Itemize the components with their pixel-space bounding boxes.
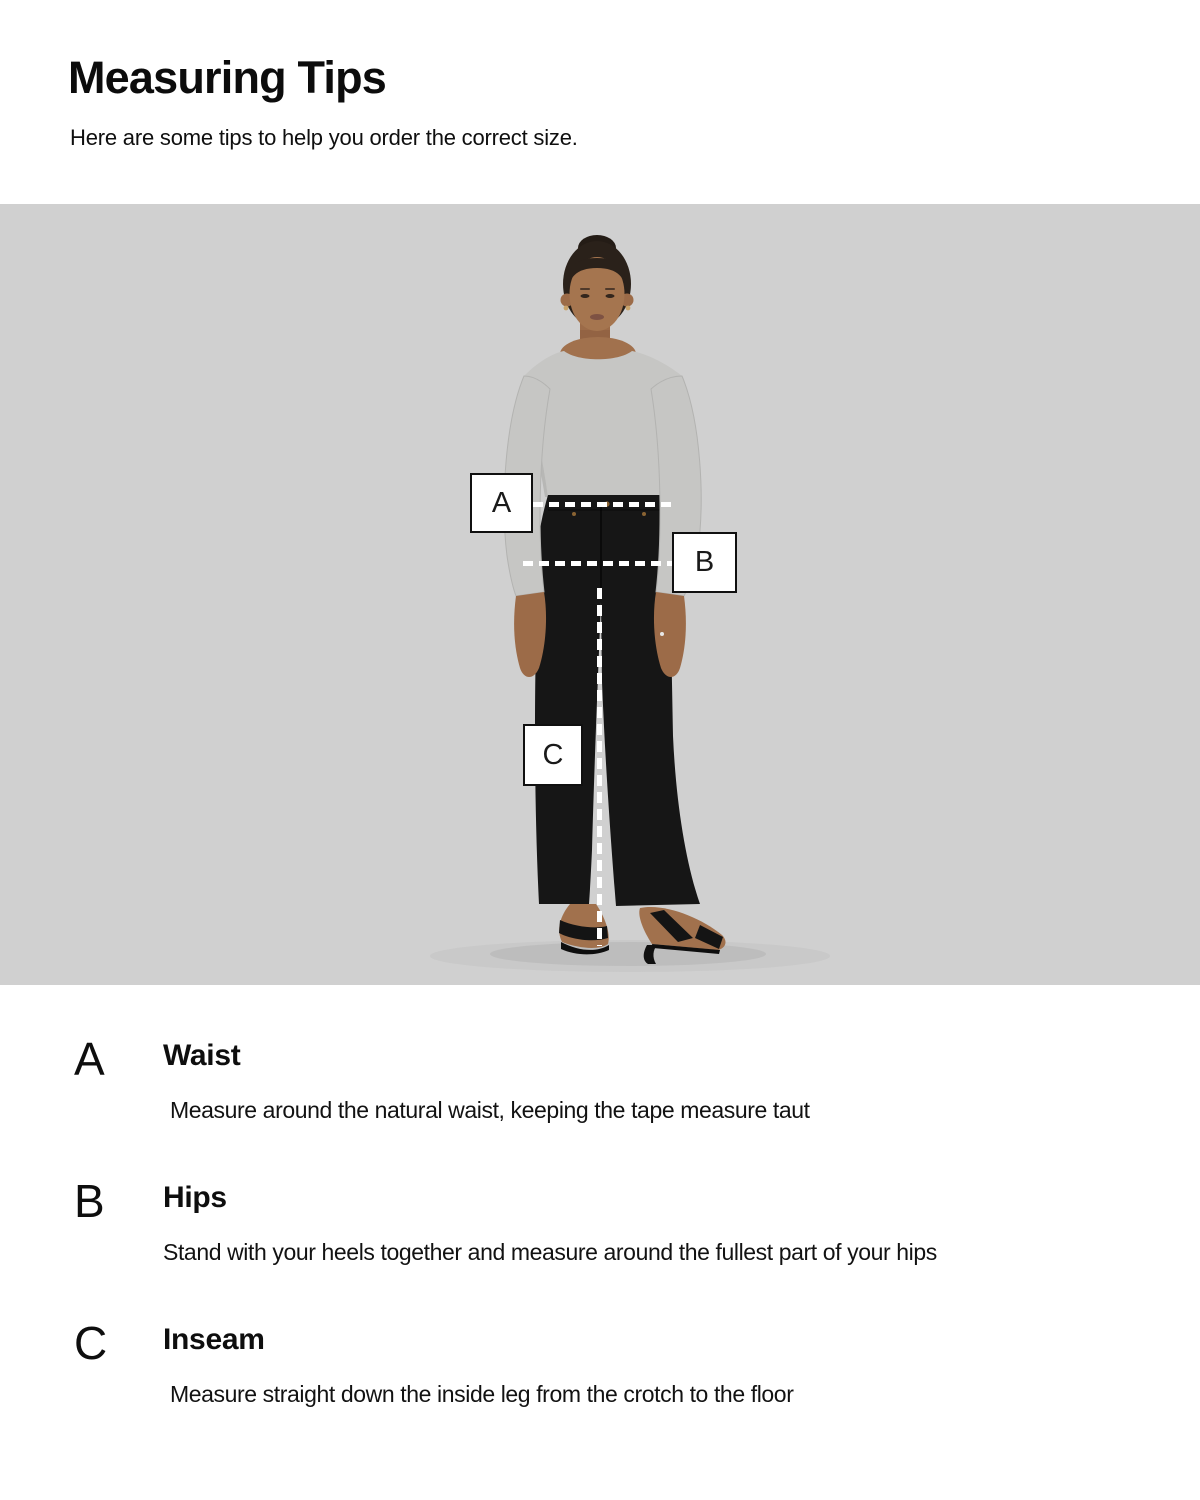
marker-letter-b: B xyxy=(694,546,715,578)
tip-hips xyxy=(68,1175,1158,1266)
page-title: Measuring Tips xyxy=(68,52,387,103)
tip-letter-a: A xyxy=(74,1033,105,1085)
tip-description-hips: Stand with your heels together and measure around the fullest part of your hips xyxy=(163,1239,937,1265)
tip-letter-b: B xyxy=(74,1175,105,1227)
eye xyxy=(606,294,615,298)
lips xyxy=(590,314,604,320)
tip-heading-inseam: Inseam xyxy=(163,1323,265,1356)
page-subtitle: Here are some tips to help you order the correct size. xyxy=(70,125,578,150)
waist-measure-line xyxy=(533,502,673,507)
model-head xyxy=(560,235,636,371)
tip-heading-waist: Waist xyxy=(163,1039,241,1072)
measuring-guide-image xyxy=(0,204,1200,985)
tip-description-waist: Measure around the natural waist, keeping the tape measure taut xyxy=(170,1097,810,1123)
inseam-measure-line xyxy=(597,588,602,946)
tip-waist xyxy=(68,1033,1158,1124)
marker-box-c xyxy=(523,724,583,786)
jeans-rivet xyxy=(642,512,646,516)
marker-letter-c: C xyxy=(542,738,564,771)
tip-description-inseam: Measure straight down the inside leg from the crotch to the floor xyxy=(170,1381,794,1407)
header xyxy=(68,54,578,152)
eye xyxy=(581,294,590,298)
eyebrow xyxy=(580,288,590,290)
marker-letter-a: A xyxy=(491,486,512,519)
marker-box-a xyxy=(470,473,533,533)
marker-box-b xyxy=(672,532,737,593)
earring xyxy=(564,306,569,311)
eyebrow xyxy=(605,288,615,290)
tip-body xyxy=(163,1178,1158,1266)
earring xyxy=(626,306,631,311)
ring xyxy=(660,632,664,636)
jeans-rivet xyxy=(572,512,576,516)
floor-shadow xyxy=(430,940,830,972)
tip-inseam xyxy=(68,1317,1158,1408)
tip-heading-hips: Hips xyxy=(163,1181,227,1214)
tip-body xyxy=(163,1320,1158,1408)
tip-body xyxy=(163,1036,1158,1124)
tip-letter-c: C xyxy=(74,1317,108,1369)
hips-measure-line xyxy=(523,561,672,566)
